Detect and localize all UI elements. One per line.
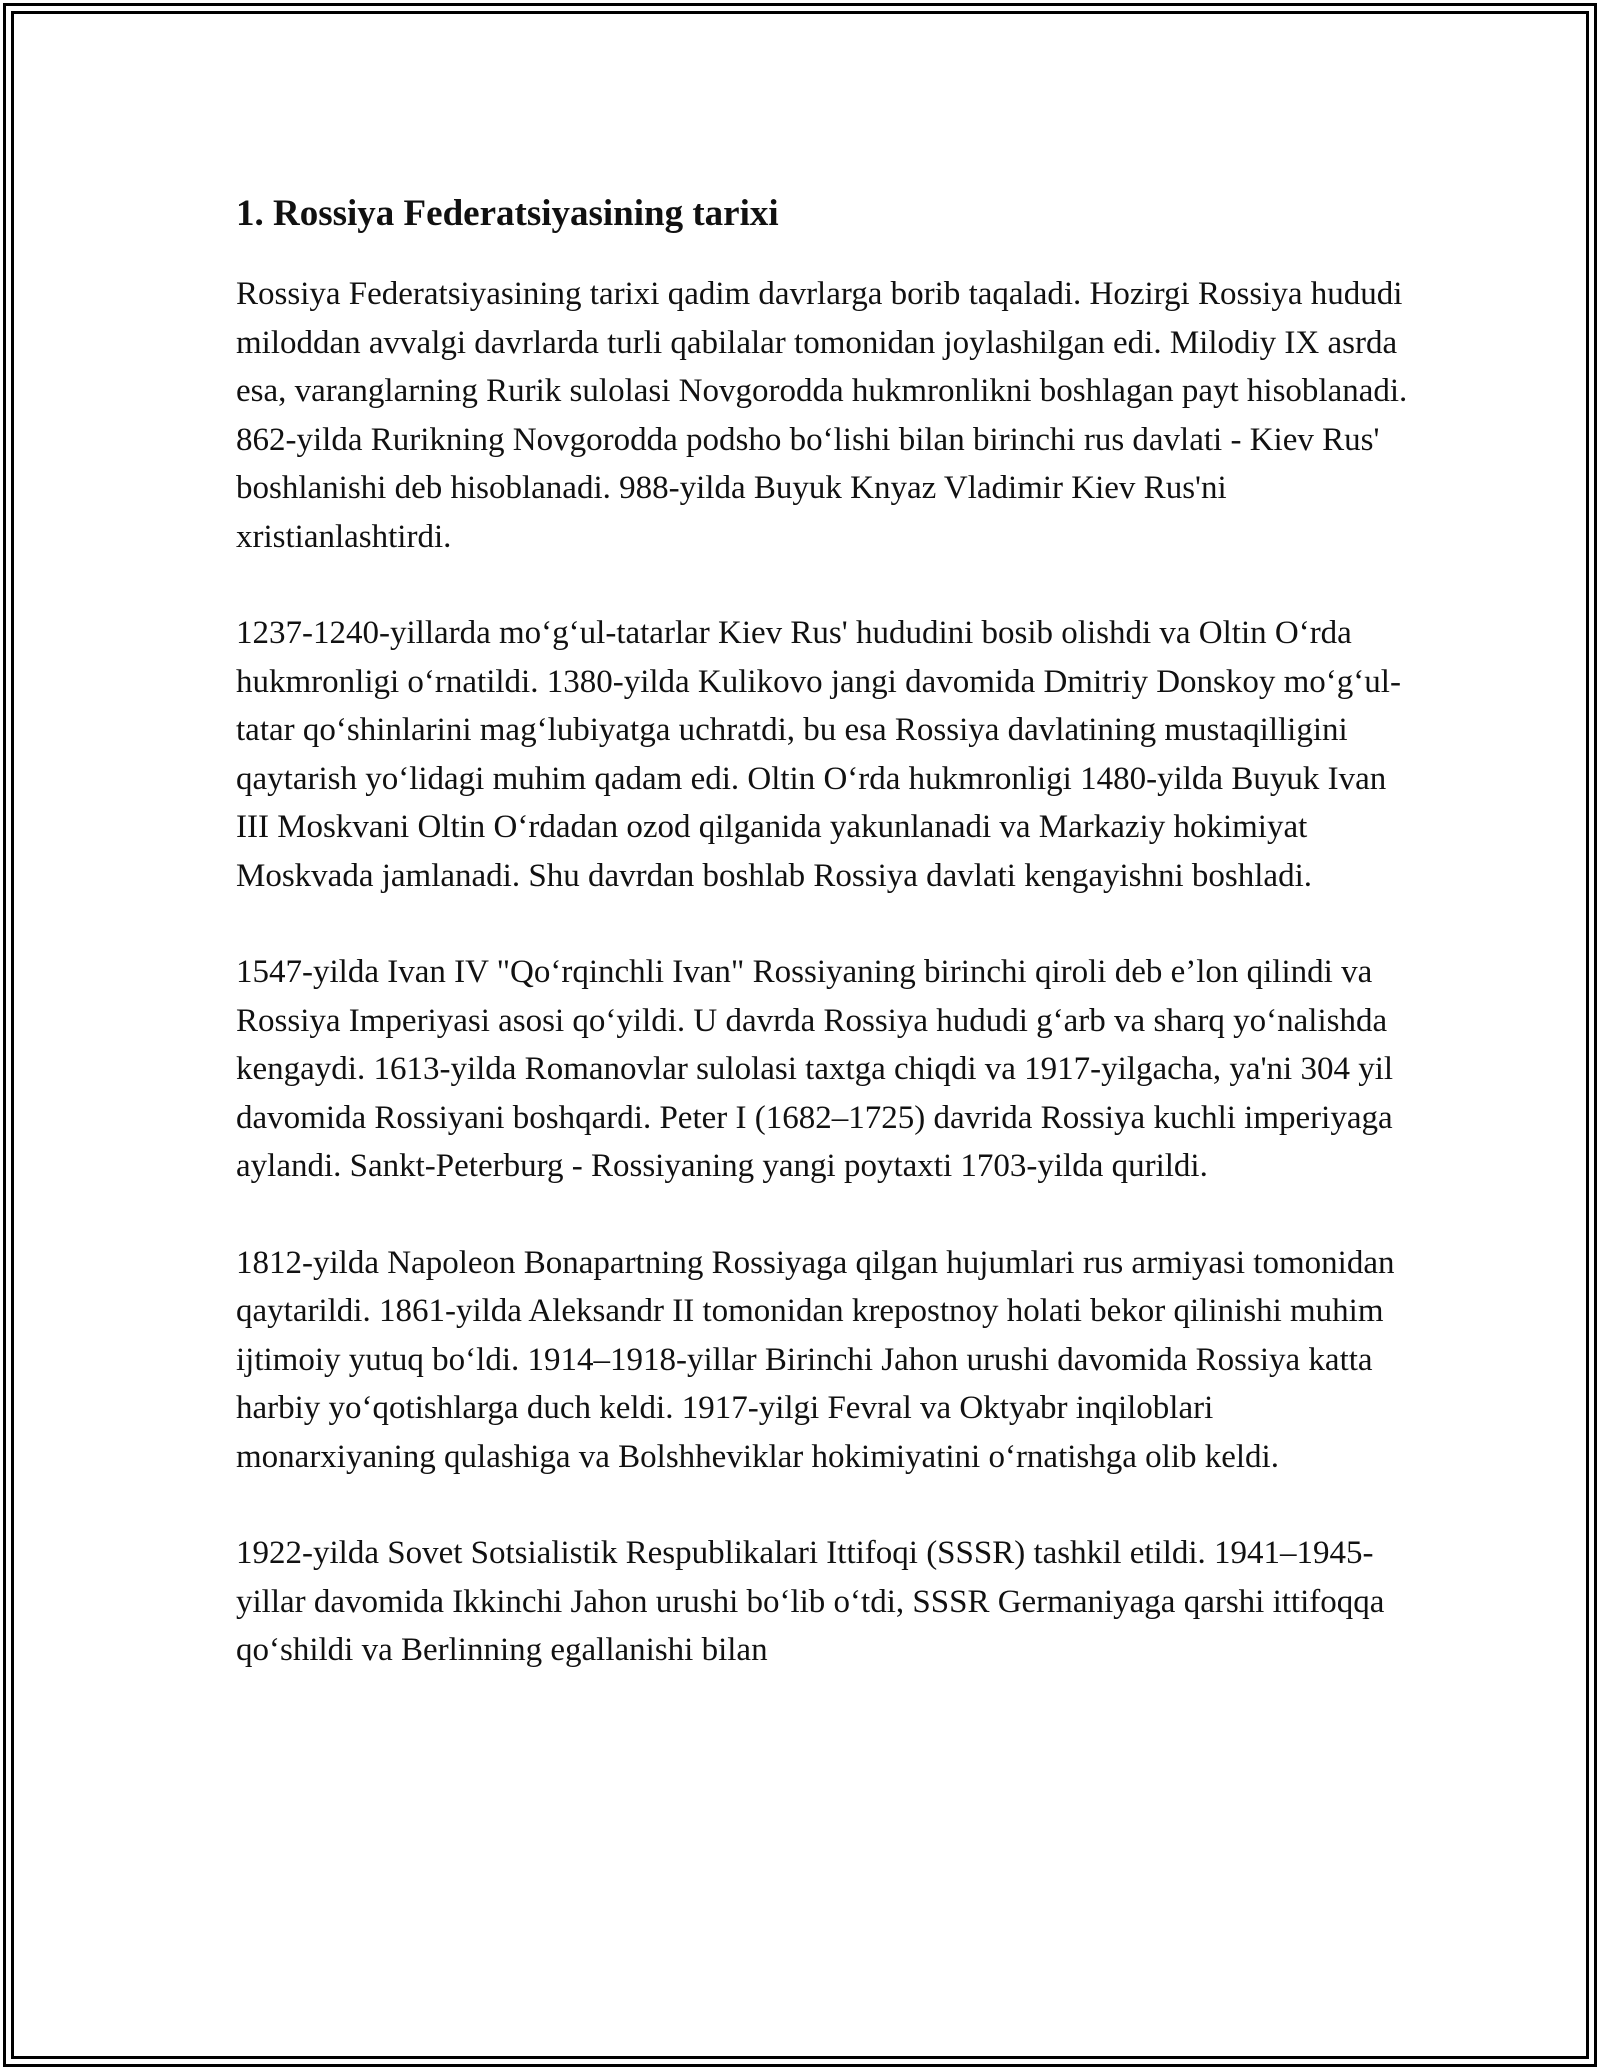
paragraph-nineteenth-century: 1812-yilda Napoleon Bonapartning Rossiyaga qilgan hujumlari rus armiyasi tomonidan qaytarildi. 1861-yilda Aleksandr II tomonidan krepostnoy holati bekor qilinishi muhim ijtimoiy yutuq bo‘ldi. 1914–1918-yillar Birinchi Jahon urushi davomida Rossiya katta harbiy yo‘qotishlarga duch keldi. 1917-yilgi Fevral va Oktyabr inqiloblari monarxiyaning qulashiga va Bolshheviklar hokimiyatini o‘rnatishga olib keldi. [236, 1244, 1395, 1475]
paragraph-kiev-rus: Rossiya Federatsiyasining tarixi qadim davrlarga borib taqaladi. Hozirgi Rossiya hududi miloddan avvalgi davrlarda turli qabilalar tomonidan joylashilgan edi. Milodiy IX asrda esa, varanglarning Rurik sulolasi Novgorodda hukmronlikni boshlagan payt hisoblanadi. 862-yilda Rurikning Novgorodda podsho bo‘lishi bilan birinchi rus davlati - Kiev Rus' boshlanishi deb hisoblanadi. 988-yilda Buyuk Knyaz Vladimir Kiev Rus'ni xristianlashtirdi. [236, 276, 1408, 555]
paragraph-golden-horde: 1237-1240-yillarda mo‘g‘ul-tatarlar Kiev Rus' hududini bosib olishdi va Oltin O‘rda hukmronligi o‘rnatildi. 1380-yilda Kulikovo jangi davomida Dmitriy Donskoy mo‘g‘ul-tatar qo‘shinlarini mag‘lubiyatga uchratdi, bu esa Rossiya davlatining mustaqilligini qaytarish yo‘lidagi muhim qadam edi. Oltin O‘rda hukmronligi 1480-yilda Buyuk Ivan III Moskvani Oltin O‘rdadan ozod qilganida yakunlanadi va Markaziy hokimiyat Moskvada jamlanadi. Shu davrdan boshlab Rossiya davlati kengayishni boshladi. [236, 615, 1401, 894]
paragraph-ussr: 1922-yilda Sovet Sotsialistik Respublikalari Ittifoqi (SSSR) tashkil etildi. 1941–1945-yillar davomida Ikkinchi Jahon urushi bo‘lib o‘tdi, SSSR Germaniyaga qarshi ittifoqqa qo‘shildi va Berlinning egallanishi bilan [236, 1535, 1385, 1668]
section-heading: 1. Rossiya Federatsiyasining tarixi [236, 193, 779, 234]
paragraph-russian-empire: 1547-yilda Ivan IV "Qo‘rqinchli Ivan" Rossiyaning birinchi qiroli deb e’lon qilindi va Rossiya Imperiyasi asosi qo‘yildi. U davrda Rossiya hududi g‘arb va sharq yo‘nalishda kengaydi. 1613-yilda Romanovlar sulolasi taxtga chiqdi va 1917-yilgacha, ya'ni 304 yil davomida Rossiyani boshqardi. Peter I (1682–1725) davrida Rossiya kuchli imperiyaga aylandi. Sankt-Peterburg - Rossiyaning yangi poytaxti 1703-yilda qurildi. [236, 954, 1394, 1184]
document-body [236, 188, 1416, 1723]
